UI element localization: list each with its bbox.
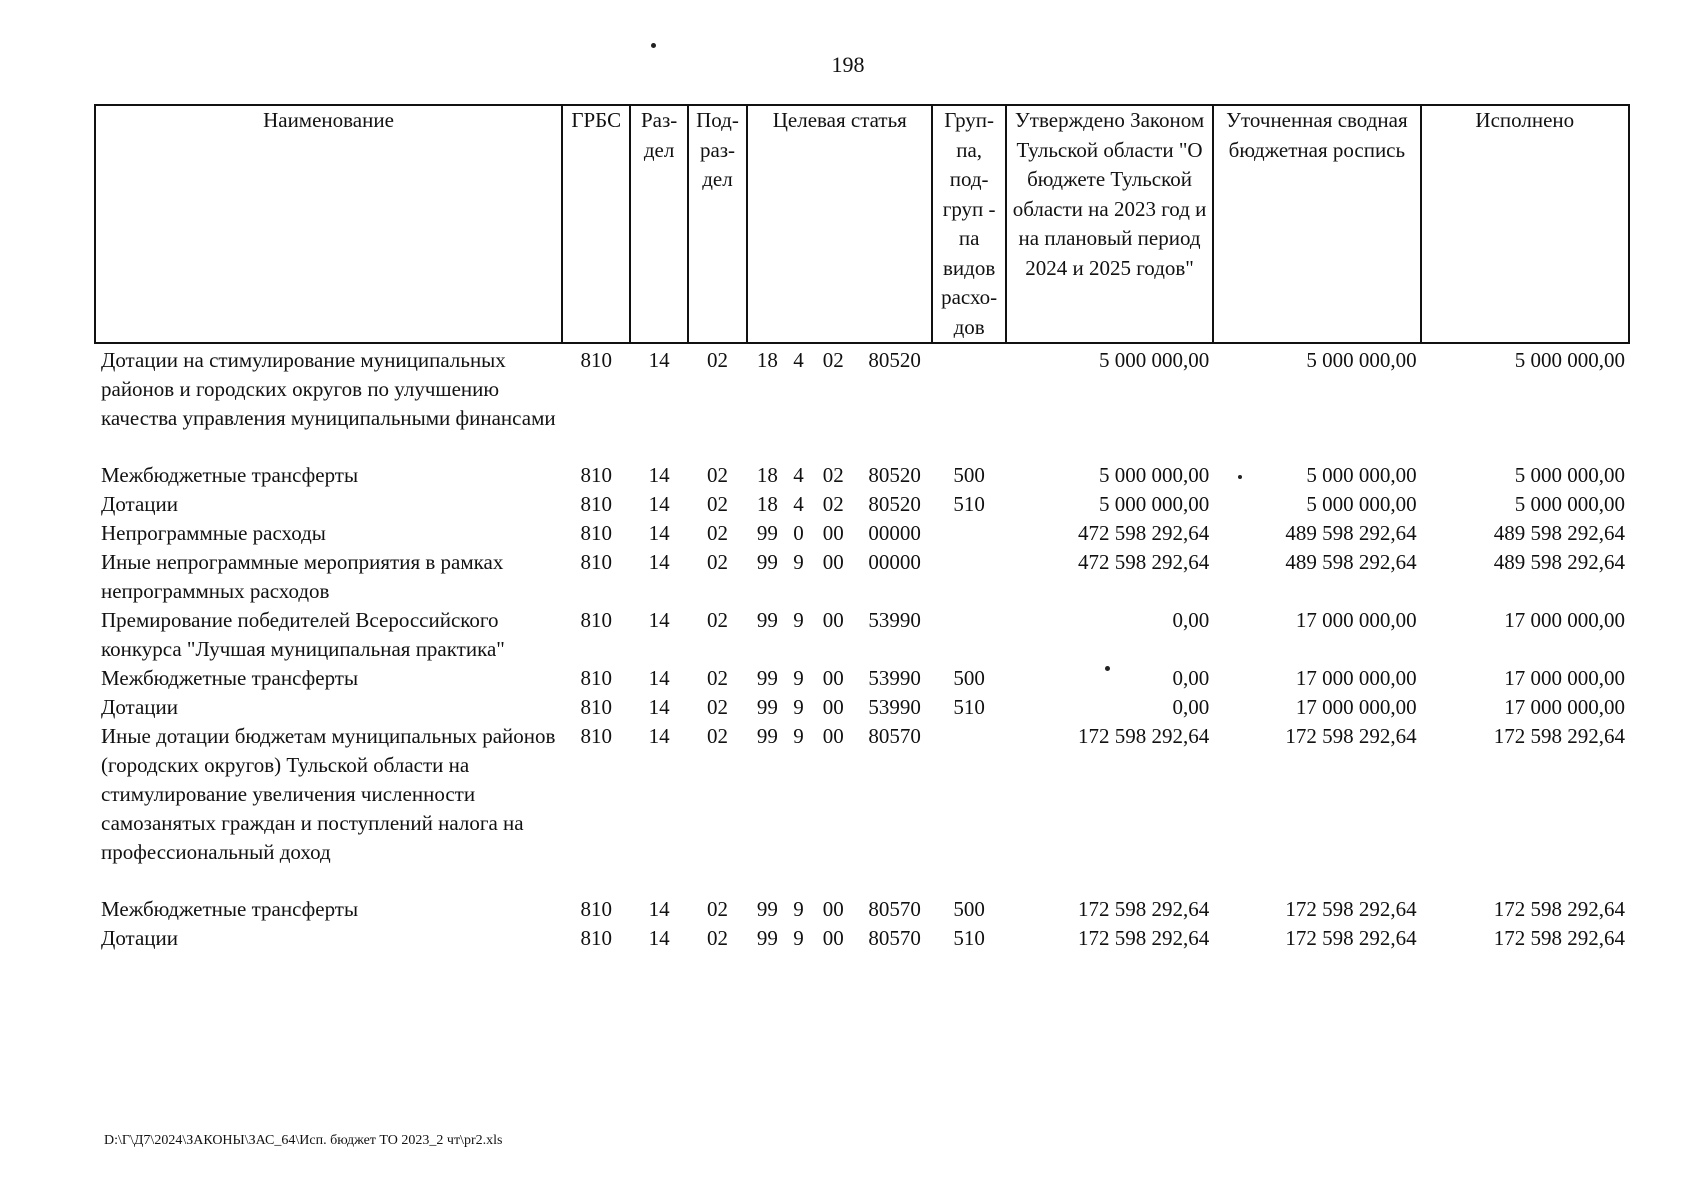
row-podrazdel: 02 xyxy=(707,348,728,372)
row-razdel: 14 xyxy=(648,348,670,372)
row-approved-amount: 5 000 000,00 xyxy=(1098,492,1210,516)
row-specified-amount: 5 000 000,00 xyxy=(1306,492,1417,516)
row-target-direction: 80570 xyxy=(868,897,921,921)
row-approved-amount: 0,00 xyxy=(1172,666,1210,690)
row-podrazdel: 02 xyxy=(707,666,728,690)
row-target-event: 00 xyxy=(822,550,844,574)
row-target-direction: 80520 xyxy=(868,492,921,516)
table-row xyxy=(95,895,1629,924)
row-razdel: 14 xyxy=(648,695,670,719)
row-executed-amount: 489 598 292,64 xyxy=(1493,550,1625,574)
row-name: Межбюджетные трансферты xyxy=(101,666,359,690)
row-target-subprogram: 9 xyxy=(793,550,804,574)
row-executed-amount: 172 598 292,64 xyxy=(1493,926,1625,950)
row-name: Дотации xyxy=(101,926,179,950)
row-target-subprogram: 0 xyxy=(793,521,804,545)
row-grbs: 810 xyxy=(580,521,612,545)
row-target-program: 18 xyxy=(756,348,778,372)
row-grbs: 810 xyxy=(580,348,612,372)
row-podrazdel: 02 xyxy=(707,926,728,950)
row-target-direction: 80520 xyxy=(868,348,921,372)
row-target-program: 99 xyxy=(756,608,778,632)
table-row xyxy=(95,924,1629,953)
header-specified: Уточненная сводная бюджетная роспись xyxy=(1213,105,1420,343)
row-expense-group xyxy=(932,722,1005,895)
row-expense-group: 500 xyxy=(953,897,985,921)
row-approved-amount: 0,00 xyxy=(1172,695,1210,719)
row-specified-amount: 172 598 292,64 xyxy=(1285,926,1417,950)
row-target-event: 02 xyxy=(822,348,844,372)
row-specified-amount: 172 598 292,64 xyxy=(1285,897,1417,921)
row-executed-amount: 172 598 292,64 xyxy=(1493,724,1625,748)
row-target-direction: 80570 xyxy=(868,724,921,748)
row-grbs: 810 xyxy=(580,926,612,950)
row-name: Дотации xyxy=(101,695,179,719)
row-grbs: 810 xyxy=(580,695,612,719)
row-executed-amount: 172 598 292,64 xyxy=(1493,897,1625,921)
row-target-direction: 53990 xyxy=(868,608,921,632)
row-expense-group: 510 xyxy=(953,492,985,516)
row-name: Иные дотации бюджетам муниципальных районов (городских округов) Тульской области на стимулирование увеличения численности самозанятых граждан и поступлений налога на профессиональный доход xyxy=(101,724,556,864)
row-target-program: 99 xyxy=(756,666,778,690)
row-target-subprogram: 4 xyxy=(793,463,804,487)
table-body xyxy=(95,343,1629,953)
row-target-direction: 53990 xyxy=(868,666,921,690)
row-name: Межбюджетные трансферты xyxy=(101,463,359,487)
row-target-subprogram: 9 xyxy=(793,724,804,748)
table-row xyxy=(95,606,1629,664)
row-podrazdel: 02 xyxy=(707,608,728,632)
row-razdel: 14 xyxy=(648,492,670,516)
header-approved: Утверждено Законом Тульской области "О бюджете Тульской области на 2023 год и на плановый период 2024 и 2025 годов" xyxy=(1006,105,1213,343)
table-row xyxy=(95,722,1629,895)
row-target-subprogram: 9 xyxy=(793,926,804,950)
row-target-program: 18 xyxy=(756,492,778,516)
row-expense-group: 500 xyxy=(953,463,985,487)
row-razdel: 14 xyxy=(648,897,670,921)
row-razdel: 14 xyxy=(648,550,670,574)
page-number: 198 xyxy=(831,52,865,77)
row-name: Дотации xyxy=(101,492,179,516)
row-approved-amount: 172 598 292,64 xyxy=(1077,926,1210,950)
row-expense-group: 510 xyxy=(953,695,985,719)
row-podrazdel: 02 xyxy=(707,897,728,921)
row-specified-amount: 17 000 000,00 xyxy=(1295,608,1417,632)
header-executed: Исполнено xyxy=(1421,105,1629,343)
row-podrazdel: 02 xyxy=(707,695,728,719)
header-razdel: Раз- дел xyxy=(630,105,687,343)
row-executed-amount: 5 000 000,00 xyxy=(1514,348,1625,372)
row-target-event: 00 xyxy=(822,666,844,690)
row-razdel: 14 xyxy=(648,521,670,545)
table-row xyxy=(95,343,1629,461)
table-row xyxy=(95,461,1629,490)
row-expense-group xyxy=(932,343,1005,461)
row-executed-amount: 5 000 000,00 xyxy=(1514,463,1625,487)
row-executed-amount: 17 000 000,00 xyxy=(1504,666,1625,690)
row-grbs: 810 xyxy=(580,608,612,632)
row-target-event: 00 xyxy=(822,521,844,545)
row-approved-amount: 5 000 000,00 xyxy=(1098,348,1210,372)
row-target-program: 99 xyxy=(756,724,778,748)
row-razdel: 14 xyxy=(648,724,670,748)
row-podrazdel: 02 xyxy=(707,521,728,545)
scan-speck-top xyxy=(651,43,656,48)
row-expense-group: 500 xyxy=(953,666,985,690)
header-target-article: Целевая статья xyxy=(747,105,932,343)
row-specified-amount: 489 598 292,64 xyxy=(1285,521,1417,545)
row-name: Непрограммные расходы xyxy=(101,521,326,545)
row-approved-amount: 172 598 292,64 xyxy=(1077,724,1210,748)
row-target-direction: 00000 xyxy=(868,521,921,545)
row-target-subprogram: 9 xyxy=(793,666,804,690)
row-specified-amount: 5 000 000,00 xyxy=(1306,463,1417,487)
row-specified-amount: 5 000 000,00 xyxy=(1306,348,1417,372)
row-name: Иные непрограммные мероприятия в рамках непрограммных расходов xyxy=(101,550,504,603)
row-specified-amount: 17 000 000,00 xyxy=(1295,695,1417,719)
header-podrazdel: Под- раз- дел xyxy=(688,105,747,343)
row-target-program: 99 xyxy=(756,926,778,950)
row-target-direction: 80570 xyxy=(868,926,921,950)
row-razdel: 14 xyxy=(648,666,670,690)
row-expense-group xyxy=(932,519,1005,548)
row-target-program: 99 xyxy=(756,550,778,574)
row-approved-amount: 0,00 xyxy=(1172,608,1210,632)
row-target-program: 99 xyxy=(756,897,778,921)
table-row xyxy=(95,519,1629,548)
row-grbs: 810 xyxy=(580,463,612,487)
row-target-event: 02 xyxy=(822,463,844,487)
row-executed-amount: 489 598 292,64 xyxy=(1493,521,1625,545)
row-expense-group xyxy=(932,548,1005,606)
row-target-event: 00 xyxy=(822,724,844,748)
budget-table xyxy=(94,104,1630,953)
header-name: Наименование xyxy=(95,105,562,343)
row-target-program: 18 xyxy=(756,463,778,487)
row-target-event: 00 xyxy=(822,926,844,950)
row-target-subprogram: 9 xyxy=(793,695,804,719)
row-grbs: 810 xyxy=(580,550,612,574)
row-name: Дотации на стимулирование муниципальных районов и городских округов по улучшению качества управления муниципальными финансами xyxy=(101,348,556,430)
row-razdel: 14 xyxy=(648,608,670,632)
row-target-direction: 80520 xyxy=(868,463,921,487)
table-row xyxy=(95,490,1629,519)
row-target-subprogram: 4 xyxy=(793,348,804,372)
row-target-direction: 53990 xyxy=(868,695,921,719)
row-grbs: 810 xyxy=(580,666,612,690)
row-grbs: 810 xyxy=(580,897,612,921)
row-target-program: 99 xyxy=(756,695,778,719)
row-podrazdel: 02 xyxy=(707,724,728,748)
header-grbs: ГРБС xyxy=(562,105,630,343)
row-executed-amount: 5 000 000,00 xyxy=(1514,492,1625,516)
row-target-event: 00 xyxy=(822,897,844,921)
row-target-event: 02 xyxy=(822,492,844,516)
row-target-direction: 00000 xyxy=(868,550,921,574)
row-target-event: 00 xyxy=(822,695,844,719)
row-executed-amount: 17 000 000,00 xyxy=(1504,608,1625,632)
row-target-subprogram: 9 xyxy=(793,608,804,632)
header-expense-group: Груп- па, под- груп - па видов расхо- дов xyxy=(932,105,1005,343)
row-name: Межбюджетные трансферты xyxy=(101,897,359,921)
row-approved-amount: 472 598 292,64 xyxy=(1077,521,1210,545)
row-podrazdel: 02 xyxy=(707,550,728,574)
table-row xyxy=(95,548,1629,606)
row-name: Премирование победителей Всероссийского конкурса "Лучшая муниципальная практика" xyxy=(101,608,505,661)
row-grbs: 810 xyxy=(580,724,612,748)
row-approved-amount: 172 598 292,64 xyxy=(1077,897,1210,921)
row-executed-amount: 17 000 000,00 xyxy=(1504,695,1625,719)
row-target-subprogram: 9 xyxy=(793,897,804,921)
row-target-program: 99 xyxy=(756,521,778,545)
table-header xyxy=(95,105,1629,343)
row-target-event: 00 xyxy=(822,608,844,632)
file-path-footer: D:\Г\Д7\2024\ЗАКОНЫ\ЗАС_64\Исп. бюджет ТО 2023_2 чт\pr2.xls xyxy=(104,1133,503,1148)
row-expense-group xyxy=(932,606,1005,664)
row-podrazdel: 02 xyxy=(707,463,728,487)
row-specified-amount: 17 000 000,00 xyxy=(1295,666,1417,690)
table-row xyxy=(95,693,1629,722)
row-grbs: 810 xyxy=(580,492,612,516)
row-razdel: 14 xyxy=(648,926,670,950)
row-specified-amount: 489 598 292,64 xyxy=(1285,550,1417,574)
row-razdel: 14 xyxy=(648,463,670,487)
row-podrazdel: 02 xyxy=(707,492,728,516)
row-target-subprogram: 4 xyxy=(793,492,804,516)
row-specified-amount: 172 598 292,64 xyxy=(1285,724,1417,748)
row-approved-amount: 472 598 292,64 xyxy=(1077,550,1210,574)
row-expense-group: 510 xyxy=(953,926,985,950)
row-approved-amount: 5 000 000,00 xyxy=(1098,463,1210,487)
table-row xyxy=(95,664,1629,693)
